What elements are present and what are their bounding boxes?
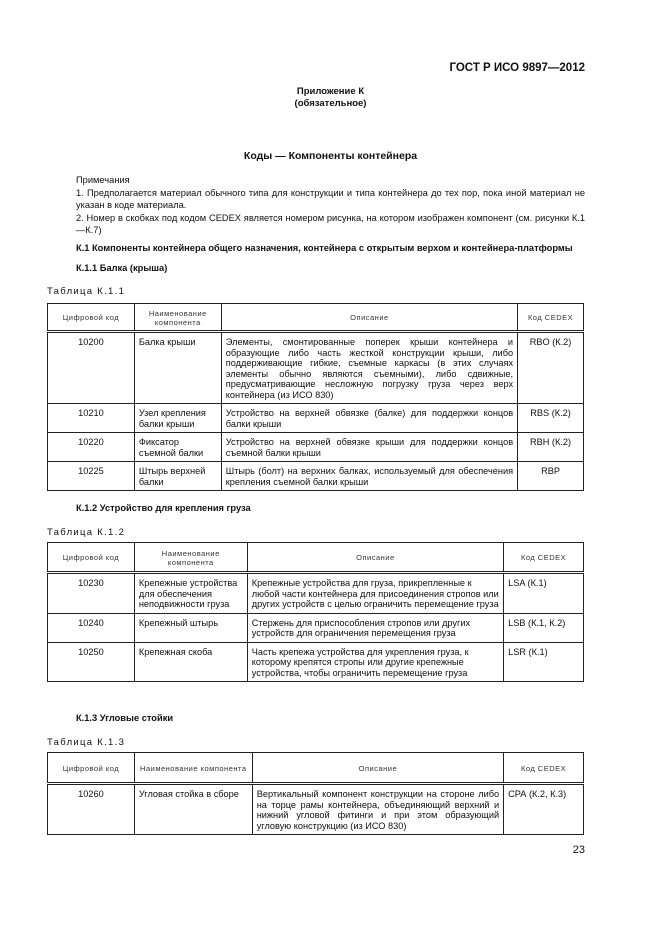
cell-cedex: RBS (К.2) (518, 404, 584, 433)
notes-block (76, 174, 585, 237)
cell-name: Балка крыши (134, 332, 221, 404)
cell-code: 10220 (48, 433, 135, 462)
header-code: Цифровой код (48, 304, 135, 332)
cell-code: 10240 (48, 613, 135, 642)
cell-code: 10210 (48, 404, 135, 433)
header-code: Цифровой код (48, 543, 135, 573)
cell-cedex: RBO (К.2) (518, 332, 584, 404)
cell-cedex: LSB (К.1, К.2) (504, 613, 584, 642)
table-caption-k111: Таблица К.1.1 (47, 286, 126, 297)
k111-heading: К.1.1 Балка (крыша) (76, 263, 168, 273)
header-cedex: Код CEDEX (504, 543, 584, 573)
header-name: Наименование компонента (134, 543, 247, 573)
header-code: Цифровой код (48, 753, 135, 784)
header-cedex: Код CEDEX (518, 304, 584, 332)
cell-code: 10230 (48, 573, 135, 614)
cell-name: Узел крепления балки крыши (134, 404, 221, 433)
cell-name: Фиксатор съемной балки (134, 433, 221, 462)
cell-code: 10225 (48, 462, 135, 491)
cell-desc: Стержень для приспособления стропов или других устройств для ограничения перемещения груза (247, 613, 503, 642)
table-row (48, 784, 584, 835)
cell-desc: Часть крепежа устройства для укрепления груза, к которому крепятся стропы или другие крепежные устройства, чтобы ограничить перемещение груза (247, 642, 503, 682)
annex-status: (обязательное) (294, 98, 367, 109)
table-row (48, 642, 584, 682)
cell-cedex: LSA (К.1) (504, 573, 584, 614)
cell-name: Угловая стойка в сборе (134, 784, 252, 835)
cell-desc: Устройство на верхней обвязке крыши для поддержки концов съемной балки крыши (221, 433, 517, 462)
header-desc: Описание (221, 304, 517, 332)
cell-desc: Крепежные устройства для груза, прикрепленные к любой части контейнера для присоединения стропов или других устройств с целью ограничить перемещение груза (247, 573, 503, 614)
note-item-2: 2. Номер в скобках под кодом CEDEX является номером рисунка, на котором изображен компонент (см. рисунки К.1—К.7) (76, 212, 585, 235)
cell-name: Крепежные устройства для обеспечения неподвижности груза (134, 573, 247, 614)
standard-number: ГОСТ Р ИСО 9897—2012 (449, 62, 585, 74)
section-title: Коды — Компоненты контейнера (243, 150, 418, 162)
header-desc: Описание (252, 753, 503, 784)
cell-name: Крепежная скоба (134, 642, 247, 682)
cell-code: 10200 (48, 332, 135, 404)
note-item-1: 1. Предполагается материал обычного типа для конструкции и типа контейнера до тех пор, пока иной материал не указан в коде материала. (76, 187, 585, 210)
cell-name: Штырь верхней балки (134, 462, 221, 491)
table-row (48, 573, 584, 614)
cell-cedex: LSR (К.1) (504, 642, 584, 682)
table-row (48, 613, 584, 642)
table-caption-k113: Таблица К.1.3 (47, 737, 126, 748)
page-number: 23 (572, 844, 585, 856)
k113-heading: К.1.3 Угловые стойки (76, 713, 174, 723)
cell-desc: Элементы, смонтированные поперек крыши контейнера и образующие либо часть жесткой конструкции крыши, либо поддерживающие гибкие, съемные каркасы (в этих случаях элементы обычно являются съемными), либо сдвижные, предусматривающие несложную погрузку груза через верх контейнера (из ИСО 830) (221, 332, 517, 404)
header-desc: Описание (247, 543, 503, 573)
cell-desc: Штырь (болт) на верхних балках, используемый для обеспечения крепления съемной балки крыши (221, 462, 517, 491)
table-row (48, 332, 584, 404)
cell-cedex: RBP (518, 462, 584, 491)
table-caption-k112: Таблица К.1.2 (47, 527, 126, 538)
table-row (48, 404, 584, 433)
table-k113 (47, 752, 584, 835)
header-cedex: Код CEDEX (504, 753, 584, 784)
k112-heading: К.1.2 Устройство для крепления груза (76, 503, 251, 513)
table-k112 (47, 542, 584, 682)
table-row (48, 433, 584, 462)
annex-title: Приложение К (296, 86, 365, 97)
table-k111 (47, 303, 584, 491)
table-row (48, 462, 584, 491)
cell-code: 10250 (48, 642, 135, 682)
header-name: Наименование компонента (134, 753, 252, 784)
header-name: Наименование компонента (134, 304, 221, 332)
cell-desc: Вертикальный компонент конструкции на стороне либо на торце рамы контейнера, объединяющий верхний и нижний угловой фитинги и при этом образующий угловую конструкцию (из ИСО 830) (252, 784, 503, 835)
cell-cedex: RBH (К.2) (518, 433, 584, 462)
k1-heading: К.1 Компоненты контейнера общего назначения, контейнера с открытым верхом и контейнера-платформы (76, 243, 573, 253)
cell-code: 10260 (48, 784, 135, 835)
notes-heading: Примечания (76, 175, 130, 185)
cell-desc: Устройство на верхней обвязке (балке) для поддержки концов балки крыши (221, 404, 517, 433)
cell-cedex: СРА (К.2, К.3) (504, 784, 584, 835)
cell-name: Крепежный штырь (134, 613, 247, 642)
